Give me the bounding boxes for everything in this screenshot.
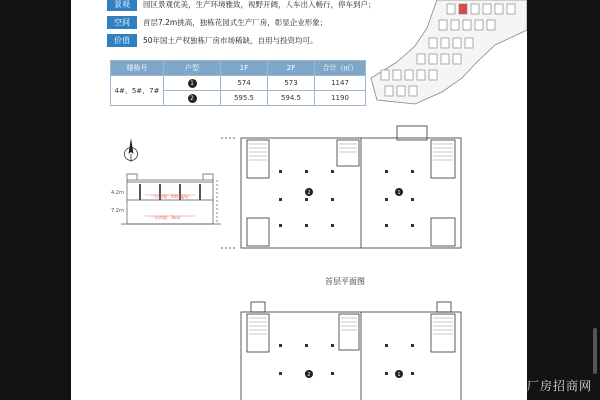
upper-load-label: 二层荷载：500kg/㎡	[151, 194, 189, 199]
height-label-lower: 7.2m	[111, 208, 124, 214]
floor-plan-caption: 首层平面图	[325, 277, 365, 286]
section-elevation-drawing	[121, 170, 231, 240]
cell-total: 1147	[315, 76, 366, 91]
cell-2f: 594.5	[268, 91, 315, 106]
floor-plan-second	[221, 298, 481, 400]
info-text: 园区景观优美，生产环境雅致，视野开阔，人车出入畅行，停车到户；	[143, 0, 376, 9]
cell-unit	[164, 76, 221, 91]
info-text: 首层7.2m挑高，独栋花园式生产厂房，彰显企业形象；	[143, 17, 328, 27]
unit-badge: 2	[188, 94, 197, 103]
info-tag: 景观	[107, 0, 137, 11]
cell-total: 1190	[315, 91, 366, 106]
lower-load-label: 一层荷载：3t/㎡	[151, 215, 181, 220]
header-building: 楼栋号	[111, 61, 164, 76]
cell-building: 4#、5#、7#	[111, 76, 164, 106]
header-1f: 1F	[221, 61, 268, 76]
area-spec-table	[110, 60, 366, 106]
header-total: 合计（㎡）	[315, 61, 366, 76]
floor-plan-first	[221, 124, 481, 264]
north-arrow-icon	[123, 134, 139, 164]
info-row-value	[107, 33, 318, 47]
scrollbar-thumb[interactable]	[593, 328, 597, 374]
watermark-logo: 厂房招商网	[526, 379, 592, 393]
cell-2f: 573	[268, 76, 315, 91]
unit-marker-left: 2	[307, 190, 311, 196]
info-tag: 空间	[107, 16, 137, 29]
unit-marker-left: 2	[307, 372, 311, 378]
table-row	[111, 76, 366, 91]
site-map-illustration	[367, 0, 527, 108]
info-text: 50年国土产权独栋厂房市场稀缺，自用与投资均可。	[143, 35, 318, 45]
cell-unit	[164, 91, 221, 106]
unit-marker-right: 1	[397, 372, 401, 378]
cell-1f: 595.5	[221, 91, 268, 106]
cell-1f: 574	[221, 76, 268, 91]
height-label-upper: 4.2m	[111, 190, 124, 196]
unit-marker-right: 1	[397, 190, 401, 196]
table-header-row	[111, 61, 366, 76]
brochure-page	[71, 0, 527, 400]
header-2f: 2F	[268, 61, 315, 76]
unit-badge: 1	[188, 79, 197, 88]
info-row-landscape	[107, 0, 376, 11]
info-tag: 价值	[107, 34, 137, 47]
header-unit: 户型	[164, 61, 221, 76]
info-row-space	[107, 15, 327, 29]
